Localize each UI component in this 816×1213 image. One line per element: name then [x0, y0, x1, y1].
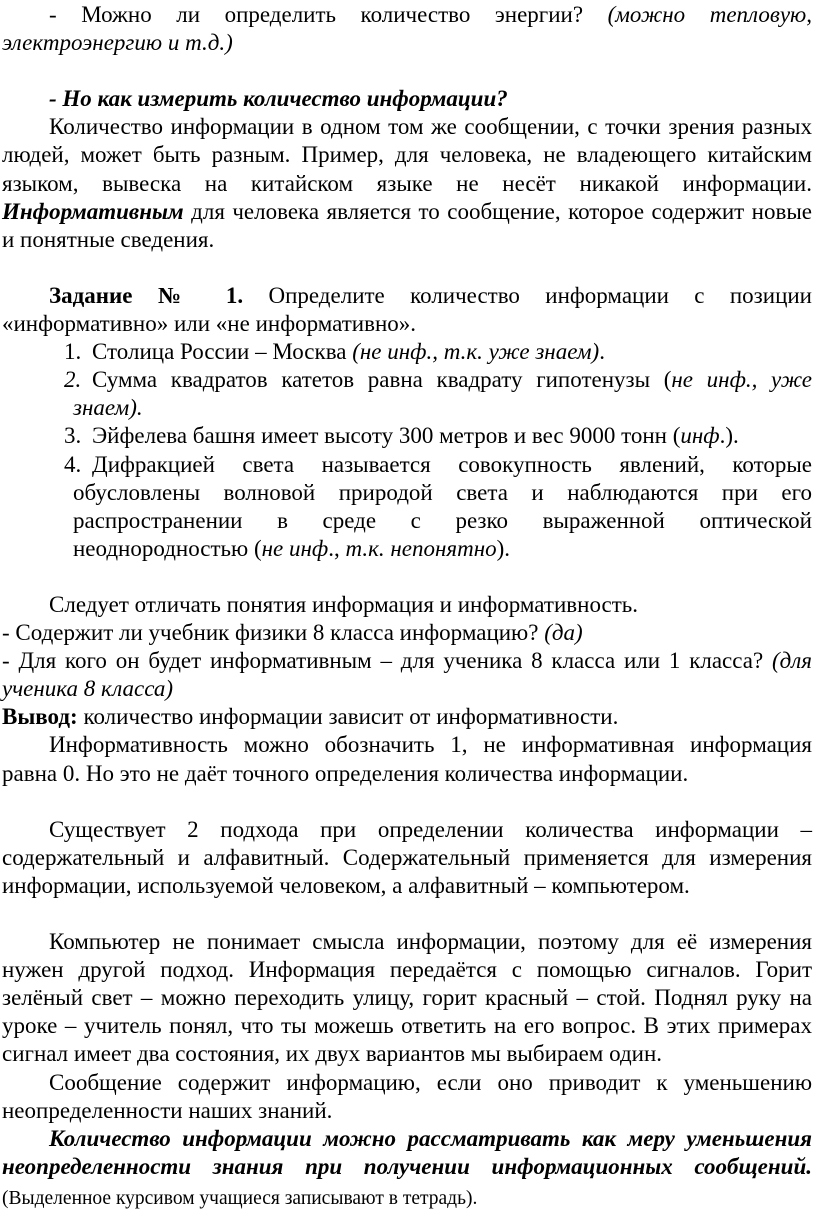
- question-text: - Содержит ли учебник физики 8 класса информацию?: [2, 620, 545, 646]
- answer-note: (для ученика 8 класса): [2, 648, 812, 702]
- task1-list: [2, 338, 812, 563]
- item-text: .: [599, 339, 605, 365]
- paragraph-question-textbook: [2, 619, 812, 647]
- paragraph-task1-intro: [2, 282, 812, 338]
- list-item: [2, 366, 812, 422]
- item-text: ).: [496, 535, 511, 561]
- item-note: инф: [680, 423, 720, 449]
- list-item: [2, 338, 812, 366]
- paragraph-definition: [2, 1125, 812, 1213]
- list-marker: 1.: [64, 339, 82, 365]
- heading-how-to-measure: - Но как измерить количество информации?: [49, 86, 508, 112]
- list-marker: 3.: [64, 423, 82, 449]
- list-marker: 4.: [64, 451, 82, 477]
- paragraph-informative-definition: [2, 113, 812, 253]
- task1-title: Задание № 1.: [49, 282, 244, 308]
- item-note: (не инф., т.к. уже знаем): [352, 339, 600, 365]
- paragraph-two-approaches: Существует 2 подхода при определении количества информации – содержательный и алфавитный. Содержательный применяется для измерения информации, используемой человеком, а алфавитный – компьютером.: [2, 816, 812, 898]
- paragraph-energy-question: [2, 1, 812, 57]
- paragraph-conclusion: [2, 703, 812, 731]
- item-text: Дифракцией света называется совокупность явлений, которые обусловлены волновой природой света и наблюдаются при его распространении в среде с резко выраженной оптической неоднородностью (: [73, 451, 812, 561]
- conclusion-text: количество информации зависит от информативности.: [77, 704, 619, 730]
- teacher-note: (Выделенное курсивом учащиеся записывают в тетрадь).: [2, 1187, 478, 1209]
- blank-line: [2, 254, 812, 282]
- paragraph-computer-signals: Компьютер не понимает смысла информации, поэтому для её измерения нужен другой подход. Информация передаётся с помощью сигналов. Горит зелёный свет – можно переходить улицу, горит красный – стой. Поднял руку на уроке – учитель понял, что ты можешь ответить на его вопрос. В этих примерах сигнал имеет два состояния, их двух вариантов мы выбираем один.: [2, 929, 812, 1067]
- item-note: не инф: [261, 535, 329, 561]
- blank-line: [2, 57, 812, 85]
- blank-line: [2, 563, 812, 591]
- list-item: [2, 422, 812, 450]
- question-text: - Можно ли определить количество энергии?: [49, 2, 608, 27]
- task1-intro-text: Определите количество информации с позиции «информативно» или «не информативно».: [2, 282, 812, 337]
- item-text: .).: [719, 423, 739, 449]
- paragraph-question-for-whom: [2, 647, 812, 703]
- definition-statement: Количество информации можно рассматривать как меру уменьшения неопределенности знания при получении информационных сообщений.: [2, 1125, 812, 1179]
- answer-note: (да): [544, 620, 583, 646]
- paragraph-informativeness-0-1: Информативность можно обозначить 1, не информативная информация равна 0. Но это не даёт точного определения количества информации.: [2, 732, 812, 786]
- term-informative: Информативным: [2, 198, 184, 224]
- item-note: т.к. непонятно: [345, 535, 497, 561]
- item-text: Сумма квадратов катетов равна квадрату гипотенузы (: [92, 367, 672, 393]
- paragraph-message-uncertainty: Сообщение содержит информацию, если оно приводит к уменьшению неопределенности наших знаний.: [2, 1069, 812, 1123]
- blank-line: [2, 900, 812, 928]
- item-text: Столица России – Москва: [92, 339, 353, 365]
- list-marker: 2.: [64, 367, 82, 393]
- body-text: Количество информации в одном том же сообщении, с точки зрения разных людей, может быть разным. Пример, для человека, не владеющего китайским языком, вывеска на китайском языке не несёт никакой информации.: [2, 114, 812, 196]
- list-item: [2, 451, 812, 563]
- item-note: не инф., уже знаем).: [73, 367, 812, 421]
- item-text: .,: [328, 535, 346, 561]
- paragraph-distinguish: Следует отличать понятия информация и информативность.: [49, 591, 639, 617]
- question-text: - Для кого он будет информативным – для ученика 8 класса или 1 класса?: [2, 648, 772, 674]
- item-text: Эйфелева башня имеет высоту 300 метров и вес 9000 тонн (: [92, 423, 681, 449]
- blank-line: [2, 788, 812, 816]
- body-text: для человека является то сообщение, которое содержит новые и понятные сведения.: [2, 198, 812, 252]
- answer-note: (можно тепловую, электроэнергию и т.д.): [2, 2, 812, 56]
- conclusion-label: Вывод:: [2, 704, 78, 730]
